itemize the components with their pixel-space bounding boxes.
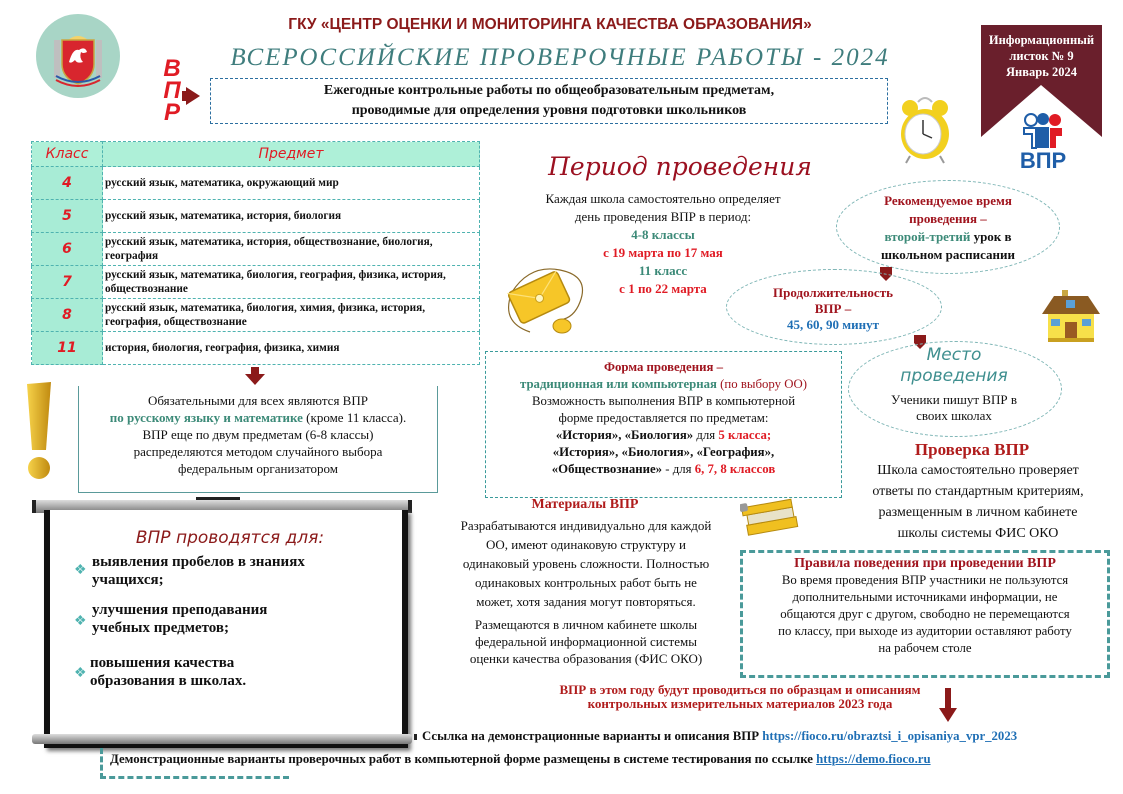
table-row xyxy=(32,266,480,299)
kim-note xyxy=(490,683,990,711)
period-title: Период проведения xyxy=(548,152,812,181)
materials-location-text xyxy=(436,616,736,667)
place-text xyxy=(862,392,1046,424)
diamond-bullet-icon: ❖ xyxy=(74,666,87,681)
subjects-cell: русский язык, математика, история, биология xyxy=(103,200,480,233)
vpr-letter: Р xyxy=(163,99,180,126)
intro-line: проводимые для определения уровня подготовки школьников xyxy=(351,103,747,118)
info-sheet-line: Информационный xyxy=(988,33,1095,47)
table-row xyxy=(32,299,480,332)
goal-item xyxy=(90,654,380,690)
form-type: традиционная или компьютерная xyxy=(520,377,717,391)
check-line: Школа самостоятельно проверяет xyxy=(877,463,1079,478)
check-line: ответы по стандартным критериям, xyxy=(872,484,1084,499)
goal-item xyxy=(92,553,382,589)
form-line: Возможность выполнения ВПР в компьютерной xyxy=(531,394,796,408)
goal-item xyxy=(92,601,382,637)
exclamation-icon xyxy=(24,382,54,482)
organization-name: ГКУ «ЦЕНТР ОЦЕНКИ И МОНИТОРИНГА КАЧЕСТВА ОБРАЗОВАНИЯ» xyxy=(288,16,812,33)
form-subjects: «История», «Биология» xyxy=(555,428,694,442)
form-box xyxy=(485,351,842,498)
rules-line: на рабочем столе xyxy=(878,641,972,655)
page-title: ВСЕРОССИЙСКИЕ ПРОВЕРОЧНЫЕ РАБОТЫ - 2024 xyxy=(230,44,890,71)
form-line: форме предоставляется по предметам: xyxy=(558,411,769,425)
grade-cell: 4 xyxy=(32,167,103,200)
recommended-line: Рекомендуемое время xyxy=(884,193,1012,208)
grade-cell: 7 xyxy=(32,266,103,299)
period-dates: с 19 марта по 17 мая xyxy=(603,245,723,260)
place-line: Ученики пишут ВПР в xyxy=(891,392,1017,407)
subjects-cell: русский язык, математика, биология, химия, физика, история, география, обществознание xyxy=(103,299,480,332)
note-line: контрольных измерительных материалов 2023 года xyxy=(587,696,893,711)
table-row xyxy=(32,233,480,266)
alarm-clock-icon xyxy=(896,96,954,164)
demo-link-line xyxy=(422,729,1112,744)
materials-line: ОО, имеют одинаковую структуру и xyxy=(485,537,687,552)
computer-demo-label: Демонстрационные варианты проверочных работ в компьютерной форме размещены в системе тестирования по ссылке xyxy=(110,752,817,766)
arrow-down-icon xyxy=(939,688,957,722)
form-for: - для xyxy=(662,462,695,476)
check-line: размещенным в личном кабинете xyxy=(878,505,1078,520)
materials-line: оценки качества образования (ФИС ОКО) xyxy=(469,651,703,666)
info-sheet-date: Январь 2024 xyxy=(1006,65,1077,79)
subjects-cell: русский язык, математика, история, обществознание, биология, география xyxy=(103,233,480,266)
table-header-row xyxy=(32,142,480,167)
vpr-logo-text: ВПР xyxy=(1019,148,1067,173)
subjects-table xyxy=(31,141,480,365)
materials-line: может, хотя задания могут повторяться. xyxy=(476,594,696,609)
note-line: ВПР в этом году будут проводиться по образцам и описаниям xyxy=(559,682,921,697)
table-row xyxy=(32,200,480,233)
diamond-bullet-icon: ❖ xyxy=(74,563,87,578)
table-row xyxy=(32,332,480,365)
form-grade: 6, 7, 8 классов xyxy=(694,462,776,476)
materials-line: одинаковых контрольных работ быть не xyxy=(475,575,697,590)
place-title xyxy=(862,345,1046,387)
table-header-subject: Предмет xyxy=(103,142,480,167)
materials-line: Размещаются в личном кабинете школы xyxy=(474,617,698,632)
duration-value: 45, 60, 90 минут xyxy=(787,317,879,332)
period-group: 11 класс xyxy=(638,263,688,278)
period-dates: с 1 по 22 марта xyxy=(619,281,707,296)
books-icon xyxy=(740,495,802,543)
table-row xyxy=(32,167,480,200)
form-title: Форма проведения – xyxy=(604,360,723,374)
computer-demo-link[interactable]: https://demo.fioco.ru xyxy=(816,752,931,766)
rules-line: по классу, при выходе из аудитории оставляют работу xyxy=(778,624,1072,638)
recommended-line: проведения – xyxy=(909,211,987,226)
projector-screen-bottom-bar xyxy=(32,734,422,746)
form-for: для xyxy=(693,428,719,442)
vpr-people-logo-icon xyxy=(1018,112,1068,150)
rules-title: Правила поведения при проведении ВПР xyxy=(794,556,1056,571)
rules-line: дополнительными источниками информации, не xyxy=(792,590,1058,604)
crimea-emblem-logo xyxy=(36,14,120,98)
form-grade: 5 класса; xyxy=(718,428,772,442)
recommended-line: школьном расписании xyxy=(880,247,1016,262)
goal-line: учебных предметов; xyxy=(92,620,230,636)
mandatory-line: Обязательными для всех являются ВПР xyxy=(148,393,368,408)
mandatory-note: (кроме 11 класса). xyxy=(302,410,407,425)
period-group: 4-8 классы xyxy=(631,227,695,242)
grade-cell: 11 xyxy=(32,332,103,365)
intro-box xyxy=(210,78,888,124)
check-title: Проверка ВПР xyxy=(914,440,1030,459)
demo-link-label: Ссылка на демонстрационные варианты и описания ВПР xyxy=(422,729,763,743)
rules-line: общаются друг с другом, свободно не перемещаются xyxy=(780,607,1070,621)
place-title-line: Место xyxy=(926,345,982,365)
place-line: своих школах xyxy=(916,408,992,423)
duration-line: ВПР – xyxy=(814,301,852,316)
mandatory-highlight: по русскому языку и математике xyxy=(109,410,303,425)
recommended-highlight: второй-третий xyxy=(884,229,971,244)
table-header-grade: Класс xyxy=(32,142,103,167)
vpr-letter: П xyxy=(163,77,181,104)
form-subjects: «Обществознание» xyxy=(551,462,663,476)
diamond-bullet-icon: ❖ xyxy=(74,614,87,629)
duration-text xyxy=(740,285,926,333)
materials-line: федеральной информационной системы xyxy=(475,634,697,649)
vpr-vertical-label xyxy=(160,55,184,126)
form-choice: (по выбору ОО) xyxy=(716,377,807,391)
materials-title: Материалы ВПР xyxy=(531,497,639,512)
grade-cell: 6 xyxy=(32,233,103,266)
laptop-mouse-icon xyxy=(500,262,590,338)
goal-line: образования в школах. xyxy=(90,673,247,689)
mandatory-line xyxy=(79,409,437,426)
grade-cell: 8 xyxy=(32,299,103,332)
info-sheet-label xyxy=(981,32,1102,80)
info-sheet-number: листок № 9 xyxy=(1009,49,1074,63)
vpr-letter: В xyxy=(163,55,181,82)
form-type-line xyxy=(486,376,841,393)
place-title-line: проведения xyxy=(900,366,1008,386)
period-line: день проведения ВПР в период: xyxy=(574,209,752,224)
mandatory-line: распределяются методом случайного выбора xyxy=(133,444,383,459)
recommended-line xyxy=(850,228,1046,246)
check-line: школы системы ФИС ОКО xyxy=(897,526,1059,541)
mandatory-line: федеральным организатором xyxy=(178,461,338,476)
goal-line: повышения качества xyxy=(90,655,235,671)
goal-line: выявления пробелов в знаниях xyxy=(92,554,305,570)
rules-line: Во время проведения ВПР участники не пользуются xyxy=(781,573,1069,587)
subjects-cell: история, биология, география, физика, химия xyxy=(103,332,480,365)
subjects-cell: русский язык, математика, окружающий мир xyxy=(103,167,480,200)
house-icon xyxy=(1040,288,1102,344)
recommended-time-text xyxy=(850,192,1046,264)
computer-demo-link-line xyxy=(110,752,1100,767)
demo-link[interactable]: https://fioco.ru/obraztsi_i_opisaniya_vpr_2023 xyxy=(762,729,1018,743)
materials-line: одинаковый уровень сложности. Полностью xyxy=(462,556,710,571)
goals-title: ВПР проводятся для: xyxy=(135,528,325,548)
arrow-down-icon xyxy=(245,367,265,385)
grade-cell: 5 xyxy=(32,200,103,233)
mandatory-line: ВПР еще по двум предметам (6-8 классы) xyxy=(142,427,374,442)
arrow-right-icon xyxy=(186,87,200,105)
period-line: Каждая школа самостоятельно определяет xyxy=(545,191,781,206)
materials-text xyxy=(436,516,736,611)
goal-line: улучшения преподавания xyxy=(92,602,268,618)
subjects-cell: русский язык, математика, биология, география, физика, история, обществознание xyxy=(103,266,480,299)
form-line xyxy=(486,461,841,478)
intro-line: Ежегодные контрольные работы по общеобразовательным предметам, xyxy=(323,83,775,98)
form-line xyxy=(486,427,841,444)
form-subjects: «История», «Биология», «География», xyxy=(552,445,775,459)
recommended-rest: урок в xyxy=(970,229,1012,244)
check-text xyxy=(848,460,1108,544)
rules-box xyxy=(740,550,1110,678)
goal-line: учащихся; xyxy=(92,572,164,588)
mandatory-subjects-box xyxy=(78,386,438,493)
duration-line: Продолжительность xyxy=(773,285,893,300)
materials-line: Разрабатываются индивидуально для каждой xyxy=(460,518,712,533)
